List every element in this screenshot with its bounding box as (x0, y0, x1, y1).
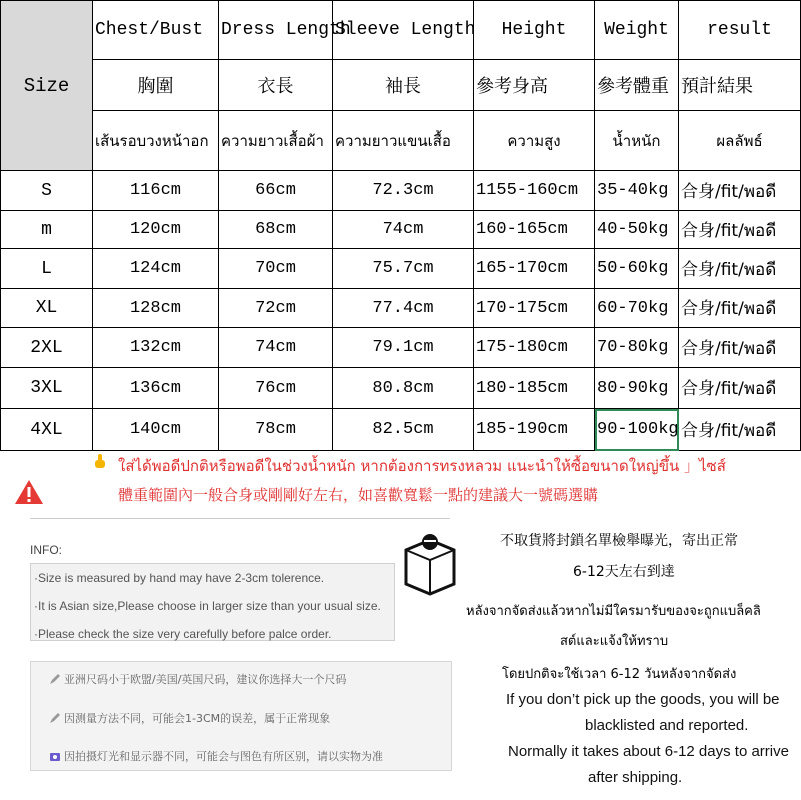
length-cell: 78cm (219, 409, 333, 451)
chinese-notes-box (30, 661, 452, 771)
size-cell: XL (1, 289, 93, 328)
chest-cell: 136cm (93, 368, 219, 409)
weight-cell: 40-50kg (595, 211, 679, 249)
header-weight-th: น้ำหนัก (595, 111, 679, 171)
length-cell: 68cm (219, 211, 333, 249)
shipping-en-line2: blacklisted and reported. (585, 717, 749, 734)
height-cell: 175-180cm (474, 328, 595, 368)
shipping-en-line4: after shipping. (588, 769, 683, 786)
header-height: Height (474, 1, 595, 60)
length-cell: 70cm (219, 249, 333, 289)
weight-cell: 35-40kg (595, 171, 679, 211)
weight-cell: 70-80kg (595, 328, 679, 368)
shipping-th-line1: หลังจากจัดส่งแล้วหากไม่มีใครมารับของจะถูกแบล็คลิ (466, 604, 761, 619)
height-cell: 180-185cm (474, 368, 595, 409)
header-chest-th: เส้นรอบวงหน้าอก (93, 111, 219, 171)
sleeve-cell: 77.4cm (333, 289, 474, 328)
cn-note-text: 亚洲尺码小于欧盟/美国/英国尺码，建议你选择大一个尺码 (64, 673, 347, 686)
pencil-icon (49, 673, 61, 685)
table-row (1, 171, 801, 211)
pencil-icon (49, 712, 61, 724)
header-height-cn: 參考身高 (474, 60, 595, 111)
sleeve-cell: 72.3cm (333, 171, 474, 211)
header-sleeve-cn: 袖長 (333, 60, 474, 111)
chest-cell: 124cm (93, 249, 219, 289)
info-box (30, 563, 395, 641)
sleeve-cell: 79.1cm (333, 328, 474, 368)
shipping-th-line2: สต์และแจ้งให้ทราบ (560, 634, 669, 649)
table-row (1, 368, 801, 409)
height-cell: 160-165cm (474, 211, 595, 249)
header-sleeve-length: Sleeve Length (333, 1, 474, 60)
cn-note (49, 710, 330, 726)
table-row (1, 289, 801, 328)
size-cell: 2XL (1, 328, 93, 368)
height-cell: 185-190cm (474, 409, 595, 451)
header-chest-cn: 胸圍 (93, 60, 219, 111)
header-chest: Chest/Bust (93, 1, 219, 60)
info-line: ·It is Asian size,Please choose in larger size than your usual size. (34, 599, 381, 613)
result-cell: 合身/fit/พอดี (679, 289, 801, 328)
weight-cell: 80-90kg (595, 368, 679, 409)
camera-icon (49, 750, 61, 762)
height-cell: 1155-160cm (474, 171, 595, 211)
chest-cell: 140cm (93, 409, 219, 451)
shipping-en-line3: Normally it takes about 6-12 days to arrive (508, 743, 789, 760)
size-header: Size (1, 1, 93, 171)
result-cell: 合身/fit/พอดี (679, 368, 801, 409)
header-length-cn: 衣長 (219, 60, 333, 111)
header-length-th: ความยาวเสื้อผ้า (219, 111, 333, 171)
result-cell: 合身/fit/พอดี (679, 171, 801, 211)
weight-cell: 60-70kg (595, 289, 679, 328)
header-sleeve-th: ความยาวแขนเสื้อ (333, 111, 474, 171)
length-cell: 74cm (219, 328, 333, 368)
size-cell: L (1, 249, 93, 289)
header-result: result (679, 1, 801, 60)
cn-note-text: 因拍摄灯光和显示器不同，可能会与图色有所区别，请以实物为准 (64, 750, 383, 763)
pointing-finger-icon (92, 453, 108, 469)
shipping-th-line3: โดยปกติจะใช้เวลา 6-12 วันหลังจากจัดส่ง (502, 667, 737, 682)
cn-note (49, 671, 346, 687)
info-line: ·Please check the size very carefully before palce order. (34, 627, 332, 641)
cn-note (49, 748, 383, 764)
table-row (1, 328, 801, 368)
header-result-cn: 預計結果 (679, 60, 801, 111)
size-cell: 4XL (1, 409, 93, 451)
result-cell: 合身/fit/พอดี (679, 328, 801, 368)
shipping-cn-line2: 6-12天左右到達 (573, 564, 675, 580)
chest-cell: 128cm (93, 289, 219, 328)
shipping-en-line1: If you don’t pick up the goods, you will be (506, 691, 780, 708)
divider (30, 518, 450, 519)
result-cell: 合身/fit/พอดี (679, 249, 801, 289)
table-row (1, 211, 801, 249)
weight-cell-selected[interactable]: 90-100kg (595, 409, 679, 451)
size-cell: S (1, 171, 93, 211)
sleeve-cell: 82.5cm (333, 409, 474, 451)
size-cell: 3XL (1, 368, 93, 409)
table-row (1, 249, 801, 289)
chest-cell: 120cm (93, 211, 219, 249)
result-cell: 合身/fit/พอดี (679, 211, 801, 249)
height-cell: 170-175cm (474, 289, 595, 328)
header-weight: Weight (595, 1, 679, 60)
weight-cell: 50-60kg (595, 249, 679, 289)
header-height-th: ความสูง (474, 111, 595, 171)
header-dress-length: Dress Length (219, 1, 333, 60)
header-weight-cn: 參考體重 (595, 60, 679, 111)
chest-cell: 132cm (93, 328, 219, 368)
chest-cell: 116cm (93, 171, 219, 211)
shipping-cn-line1: 不取貨將封鎖名單檢舉曝光，寄出正常 (500, 533, 738, 549)
warning-icon (14, 478, 44, 506)
size-cell: m (1, 211, 93, 249)
sleeve-cell: 74cm (333, 211, 474, 249)
cn-note-text: 因测量方法不同，可能会1-3CM的误差，属于正常现象 (64, 712, 331, 725)
sleeve-cell: 80.8cm (333, 368, 474, 409)
info-line: ·Size is measured by hand may have 2-3cm tolerence. (34, 571, 325, 585)
result-cell: 合身/fit/พอดี (679, 409, 801, 451)
header-result-th: ผลลัพธ์ (679, 111, 801, 171)
length-cell: 66cm (219, 171, 333, 211)
table-row (1, 409, 801, 451)
length-cell: 76cm (219, 368, 333, 409)
notice-chinese: 體重範圍內一般合身或剛剛好左右，如喜歡寬鬆一點的建議大一號碼選購 (118, 486, 599, 504)
info-title: INFO: (30, 543, 62, 557)
notice-thai: ใส่ได้พอดีปกติหรือพอดีในช่วงน้ำหนัก หากต้องการทรงหลวม แนะนำให้ซื้อขนาดใหญ่ขึ้น 」ไซส์ (118, 457, 726, 475)
height-cell: 165-170cm (474, 249, 595, 289)
length-cell: 72cm (219, 289, 333, 328)
package-icon (398, 528, 462, 598)
sleeve-cell: 75.7cm (333, 249, 474, 289)
